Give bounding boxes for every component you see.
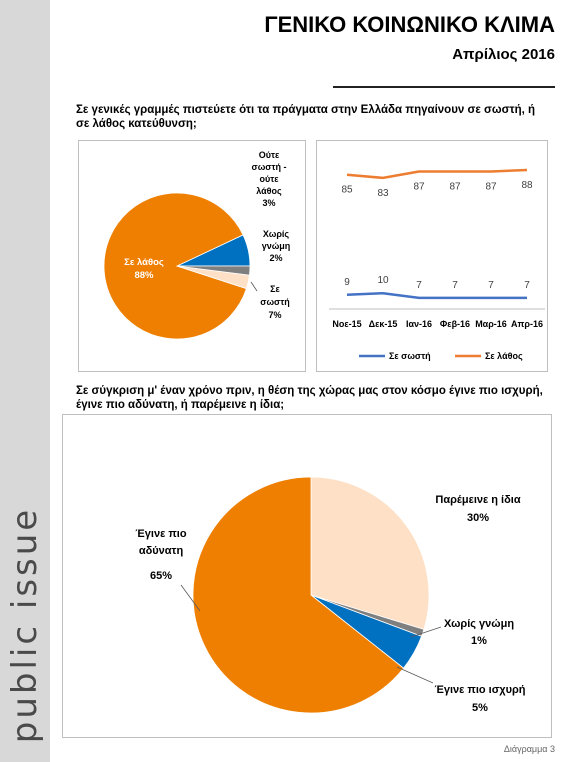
data-label: 83 — [377, 187, 389, 199]
data-label: 7 — [452, 279, 458, 291]
data-label: 7 — [524, 279, 530, 291]
series-line-σε-λάθος — [347, 170, 527, 178]
pie-chart-direction — [78, 140, 306, 372]
data-label: 7 — [488, 279, 494, 291]
data-label: 9 — [344, 276, 350, 288]
data-label: 87 — [485, 181, 497, 193]
x-tick-label: Νοε-15 — [332, 319, 362, 329]
pie-value-egine-pio-adynati: 65% — [149, 570, 173, 582]
pie-label-se-lathos: Σε λάθος 88% — [124, 257, 164, 281]
pie-label-xoris-gnomi-2: Χωρίς γνώμη 1% — [443, 618, 515, 647]
series-line-σε-σωστή — [347, 293, 527, 298]
pie-label-xoris-gnomi: Χωρίς γνώμη 2% — [261, 229, 291, 263]
title-divider — [333, 86, 555, 88]
pie-label-egine-pio-ischyri: Έγινε πιο ισχυρή 5% — [434, 684, 526, 714]
pie-leader-egine-pio-ischyri — [397, 667, 433, 683]
pie-chart-position-svg — [63, 415, 551, 737]
x-tick-label: Μαρ-16 — [475, 319, 507, 329]
pie-chart-direction-svg — [79, 141, 305, 371]
question-2: Σε σύγκριση μ' έναν χρόνο πριν, η θέση της χώρας μας στον κόσμο έγινε πιο ισχυρή, έγινε πιο αδύνατη, ή παρέμεινε η ίδια; — [76, 385, 543, 411]
legend-label-σε-λάθος: Σε λάθος — [485, 351, 523, 361]
pie-label-paremeine-i-idia: Παρέμεινε η ίδια 30% — [435, 494, 521, 524]
data-label: 10 — [377, 275, 389, 287]
pie-label-oute: Ούτε σωστή -ούτε λάθος 3% — [251, 150, 287, 208]
pie-leader-se-sosti — [251, 282, 257, 291]
pie-chart-position — [62, 414, 552, 738]
x-tick-label: Ιαν-16 — [405, 319, 433, 329]
x-tick-label: Δεκ-15 — [368, 319, 398, 329]
question-1: Σε γενικές γραμμές πιστεύετε ότι τα πράγματα στην Ελλάδα πηγαίνουν σε σωστή, ή σε λάθος κατεύθυνση; — [76, 104, 536, 130]
x-tick-label: Απρ-16 — [511, 319, 543, 329]
data-label: 87 — [413, 181, 425, 193]
x-tick-label: Φεβ-16 — [439, 319, 471, 329]
line-chart-trend — [316, 140, 548, 372]
page-title: ΓΕΝΙΚΟ ΚΟΙΝΩΝΙΚΟ ΚΛΙΜΑ — [264, 12, 555, 37]
data-label: 87 — [449, 181, 461, 193]
pie-label-se-sosti: Σε σωστή 7% — [260, 284, 290, 320]
brand-logo-text: public issue — [5, 506, 45, 744]
data-label: 85 — [341, 184, 353, 196]
data-label: 88 — [521, 179, 533, 191]
pie-label-egine-pio-adynati: Έγινε πιο αδύνατη — [135, 528, 187, 557]
legend-label-σε-σωστή: Σε σωστή — [389, 351, 431, 361]
line-chart-trend-svg — [317, 141, 547, 371]
page-subtitle: Απρίλιος 2016 — [452, 46, 555, 63]
diagram-number: Διάγραμμα 3 — [503, 744, 555, 754]
sidebar-strip — [0, 0, 50, 762]
data-label: 7 — [416, 279, 422, 291]
